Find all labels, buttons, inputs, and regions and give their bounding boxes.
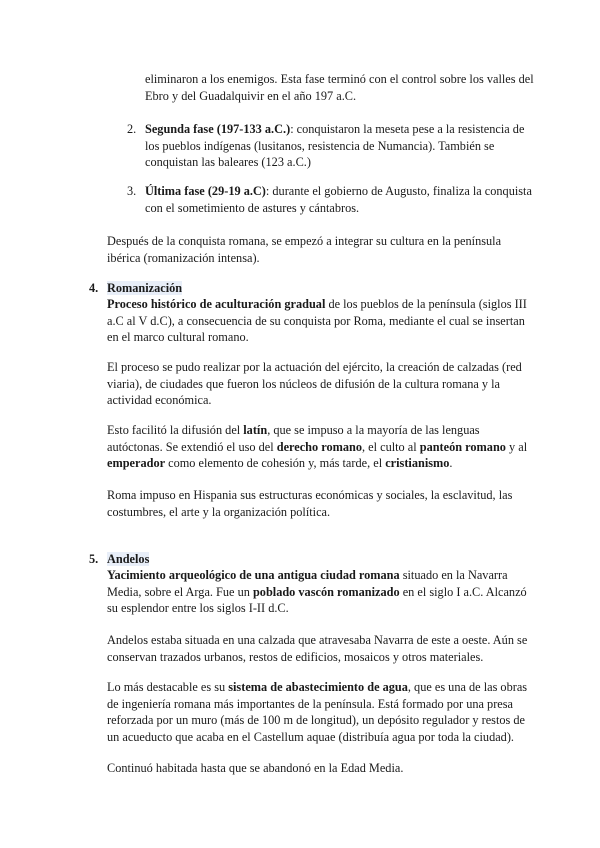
text-line: viaria), de ciudades que fueron los núcleos de difusión de la cultura romana y la (107, 376, 501, 391)
text-line: con el sometimiento de astures y cántabros. (145, 200, 360, 215)
text-line: reforzada por un muro (más de 100 m de longitud), un depósito regulador y restos de (107, 713, 525, 727)
sec5-paragraph-4 (107, 760, 403, 777)
text-line: actividad económica. (107, 393, 212, 407)
section-number: 5. (89, 552, 99, 566)
phase3-title: Última fase (29-19 a.C) (145, 184, 266, 198)
text-line: conquistan las baleares (123 a.C.) (145, 155, 311, 169)
text-line: Ebro y del Guadalquivir en el año 197 a.C. (145, 88, 357, 103)
list-number: 2. (127, 122, 137, 136)
text-line: ibérica (romanización intensa). (107, 250, 260, 265)
list-number: 3. (127, 184, 137, 198)
text-line: en el marco cultural romano. (107, 330, 249, 344)
sec5-paragraph-3 (107, 679, 527, 745)
text-line: Roma impuso en Hispania sus estructuras económicas y sociales, la esclavitud, las (107, 488, 513, 502)
list-item-phase2 (145, 121, 524, 171)
paragraph-after-conquest (107, 233, 501, 266)
text-line: Segunda fase (197-133 a.C.): conquistaron la meseta pese a la resistencia de (145, 122, 525, 136)
sec5-paragraph-2 (107, 632, 527, 665)
text-line: a.C al V d.C), a consecuencia de su conquista por Roma, mediante el cual se insertan (107, 313, 525, 328)
list-item-phase3 (145, 183, 532, 216)
sec5-paragraph-1 (107, 567, 527, 617)
text-line: Esto facilitó la difusión del latín, que se impuso a la mayoría de las lenguas (107, 423, 480, 437)
text-line: Lo más destacable es su sistema de abastecimiento de agua, que es una de las obras (107, 680, 528, 694)
text-line: Continuó habitada hasta que se abandonó en la Edad Media. (107, 761, 404, 775)
text-line: Andelos estaba situada en una calzada que atravesaba Navarra de este a oeste. Aún se (107, 633, 528, 647)
text-line: eliminaron a los enemigos. Esta fase terminó con el control sobre los valles del (145, 72, 534, 86)
sec4-paragraph-2 (107, 359, 522, 409)
text-line: conservan trazados urbanos, restos de edificios, mosaicos y otros materiales. (107, 649, 484, 664)
text-line: los pueblos indígenas (lusitanos, resistencia de Numancia). También se (145, 138, 495, 153)
section-title: Andelos (107, 552, 150, 566)
text-line: emperador como elemento de cohesión y, más tarde, el cristianismo. (107, 456, 453, 470)
text-line: Media, sobre el Arga. Fue un poblado vascón romanizado en el siglo I a.C. Alcanzó (107, 584, 527, 599)
sec4-paragraph-3 (107, 422, 527, 472)
text-line: su esplendor entre los siglos I-II d.C. (107, 601, 289, 615)
phase2-title: Segunda fase (197-133 a.C.) (145, 122, 291, 136)
section-heading-andelos (107, 551, 149, 568)
text-line: autóctonas. Se extendió el uso del derecho romano, el culto al panteón romano y al (107, 439, 528, 454)
phase1-continuation (145, 71, 534, 104)
text-line: Yacimiento arqueológico de una antigua ciudad romana situado en la Navarra (107, 568, 508, 582)
text-line: costumbres, el arte y la organización política. (107, 504, 331, 519)
text-line: Proceso histórico de aculturación gradual de los pueblos de la península (siglos III (107, 297, 527, 311)
section-number: 4. (89, 281, 99, 295)
section-heading-romanizacion (107, 280, 182, 297)
sec4-paragraph-1 (107, 296, 527, 346)
text-line: un acueducto que acaba en el Castellum aquae (distribuía agua por toda la ciudad). (107, 729, 514, 744)
text-line: Última fase (29-19 a.C): durante el gobierno de Augusto, finaliza la conquista (145, 184, 532, 198)
sec4-paragraph-4 (107, 487, 512, 520)
section-title: Romanización (107, 281, 183, 295)
text-line: de ingeniería romana más importantes de la península. Está formado por una presa (107, 696, 514, 711)
text-line: Después de la conquista romana, se empezó a integrar su cultura en la península (107, 234, 502, 248)
text-line: El proceso se pudo realizar por la actuación del ejército, la creación de calzadas (red (107, 360, 522, 374)
